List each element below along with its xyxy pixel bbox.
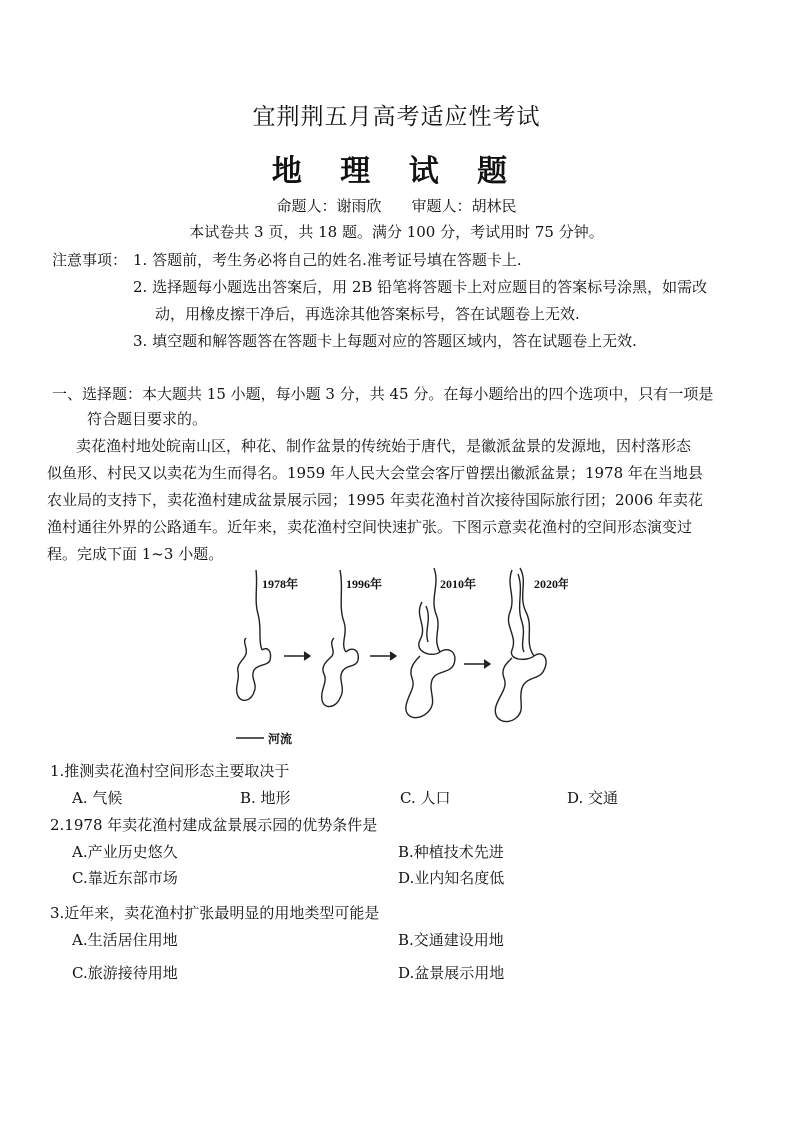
question-3-option-c: C.旅游接待用地 [72,964,178,982]
exam-title: 宜荆荆五月高考适应性考试 [252,104,541,130]
legend-label: 河流 [268,732,293,746]
question-1-stem: 1.推测卖花渔村空间形态主要取决于 [50,762,290,780]
village-evolution-figure [228,566,568,750]
year-label-1996: 1996年 [346,577,383,591]
question-2-option-b: B.种植技术先进 [398,843,504,861]
question-2-stem: 2.1978 年卖花渔村建成盆景展示园的优势条件是 [50,816,378,834]
subject-title: 地 理 试 题 [271,154,522,189]
question-1-option-c: C. 人口 [400,789,451,807]
question-3-stem: 3.近年来，卖花渔村扩张最明显的用地类型可能是 [50,904,380,922]
village-2020-shape [495,568,546,722]
section-heading-cont: 符合题目要求的。 [87,410,208,428]
question-2-option-a: A.产业历史悠久 [72,843,178,861]
question-2-option-c: C.靠近东部市场 [72,869,178,887]
passage-line-1: 卖花渔村地处皖南山区，种花、制作盆景的传统始于唐代，是徽派盆景的发源地，因村落形态 [76,437,692,455]
section-heading: 一、选择题：本大题共 15 小题，每小题 3 分，共 45 分。在每小题给出的四个选项中，只有一项是 [52,385,714,403]
question-1-option-a: A. 气候 [72,789,123,807]
passage-line-5: 程。完成下面 1~3 小题。 [47,545,224,563]
note-item-2: 2. 选择题每小题选出答案后，用 2B 铅笔将答题卡上对应题目的答案标号涂黑，如需改 [133,278,708,296]
exam-info: 本试卷共 3 页，共 18 题。满分 100 分，考试用时 75 分钟。 [189,223,604,241]
note-item-3: 3. 填空题和解答题答在答题卡上每题对应的答题区域内，答在试题卷上无效. [133,332,637,350]
note-item-1: 1. 答题前，考生务必将自己的姓名.准考证号填在答题卡上. [133,251,522,269]
question-1-option-b: B. 地形 [240,789,291,807]
passage-line-2: 似鱼形、村民又以卖花为生而得名。1959 年人民大会堂会客厅曾摆出徽派盆景；1978 年在当地县 [47,464,703,482]
note-item-2-cont: 动，用橡皮擦干净后，再选涂其他答案标号，答在试题卷上无效. [155,305,580,323]
passage-line-4: 渔村通往外界的公路通车。近年来，卖花渔村空间快速扩张。下图示意卖花渔村的空间形态演变过 [47,518,693,536]
question-3-option-a: A.生活居住用地 [72,931,178,949]
question-1-option-d: D. 交通 [567,789,619,807]
notes-label: 注意事项： [52,251,128,269]
authors-line: 命题人：谢雨欣 审题人：胡林民 [276,197,517,215]
question-3-option-b: B.交通建设用地 [398,931,504,949]
year-label-2020: 2020年 [534,577,568,591]
year-label-2010: 2010年 [440,577,477,591]
year-label-1978: 1978年 [262,577,299,591]
passage-line-3: 农业局的支持下，卖花渔村建成盆景展示园；1995 年卖花渔村首次接待国际旅行团；2006 年卖花 [47,491,703,509]
question-3-option-d: D.盆景展示用地 [398,964,505,982]
question-2-option-d: D.业内知名度低 [398,869,505,887]
